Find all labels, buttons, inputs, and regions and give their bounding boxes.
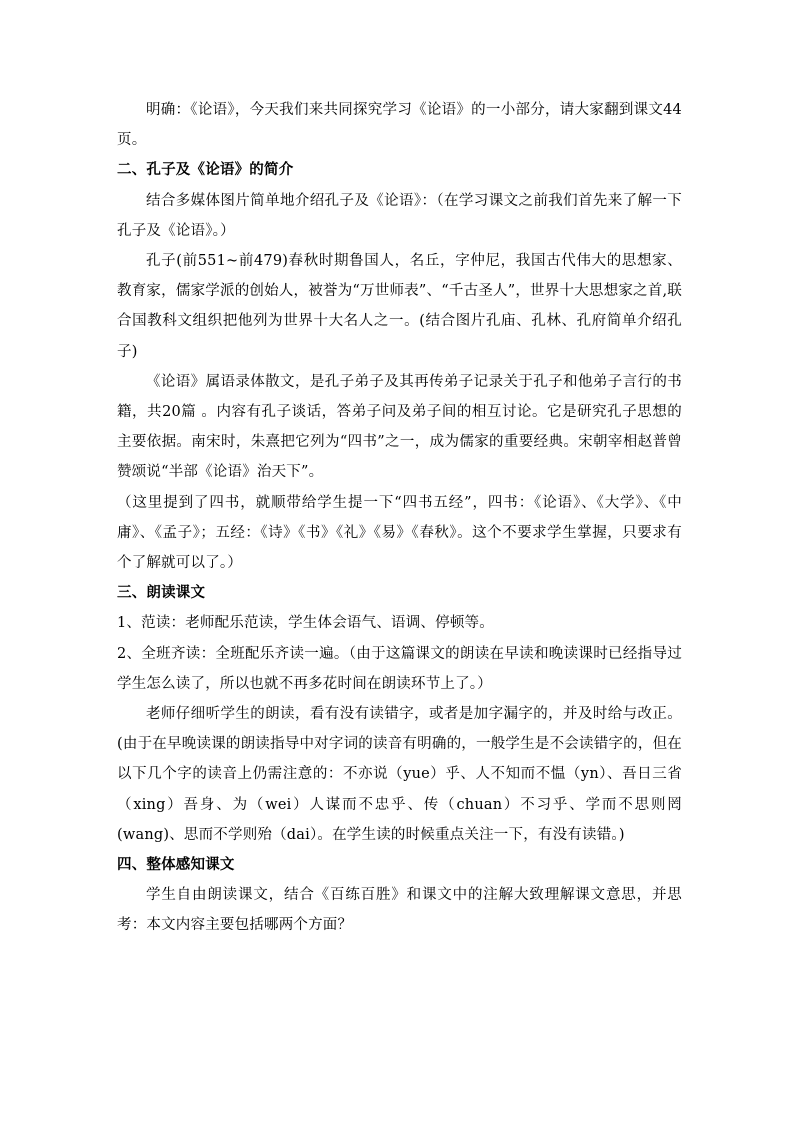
section-heading-confucius: 二、孔子及《论语》的简介 (117, 162, 294, 179)
paragraph-four-books-note: （这里提到了四书，就顺带给学生提一下“四书五经”，四书：《论语》、《大学》、《中庸》、《孟子》；五经：《诗》《书》《礼》《易》《春秋》。这个不要求学生掌握，只要求有个了解就可以了。） (117, 494, 682, 572)
document-body (117, 95, 682, 941)
paragraph-self-reading: 学生自由朗读课文，结合《百练百胜》和课文中的注解大致理解课文意思，并思考：本文内容主要包括哪两个方面？ (117, 887, 682, 934)
paragraph-analects-description: 《论语》属语录体散文，是孔子弟子及其再传弟子记录关于孔子和他弟子言行的书籍，共20篇 。内容有孔子谈话，答弟子问及弟子间的相互讨论。它是研究孔子思想的主要依据。南宋时，朱熹把它列为“四书”之一，成为儒家的重要经典。宋朝宰相赵普曾赞颂说“半部《论语》治天下”。 (117, 373, 682, 481)
paragraph-confucius-bio: 孔子(前551~前479)春秋时期鲁国人，名丘，字仲尼，我国古代伟大的思想家、教育家，儒家学派的创始人，被誉为“万世师表”、“千古圣人”，世界十大思想家之首,联合国教科文组织把他列为世界十大名人之一。(结合图片孔庙、孔林、孔府简单介绍孔子) (117, 253, 682, 360)
section-heading-overall: 四、整体感知课文 (117, 857, 235, 874)
paragraph-multimedia-intro: 结合多媒体图片简单地介绍孔子及《论语》：（在学习课文之前我们首先来了解一下孔子及《论语》。） (117, 192, 682, 239)
paragraph-intro: 明确：《论语》，今天我们来共同探究学习《论语》的一小部分，请大家翻到课文44页。 (117, 102, 682, 149)
paragraph-pronunciation-notes: 老师仔细听学生的朗读，看有没有读错字，或者是加字漏字的，并及时给与改正。(由于在早晚读课的朗读指导中对字词的读音有明确的，一般学生是不会读错字的，但在以下几个字的读音上仍需注意的：不亦说（yue）乎、人不知而不愠（yn）、吾日三省（xing）吾身、为（wei）人谋而不忠乎、传（chuan）不习乎、学而不思则罔(wang)、思而不学则殆（dai）。在学生读的时候重点关注一下，有没有读错。) (117, 706, 682, 843)
section-heading-reading: 三、朗读课文 (117, 585, 206, 602)
list-item-model-reading: 1、范读：老师配乐范读，学生体会语气、语调、停顿等。 (117, 615, 494, 632)
list-item-class-reading: 2、全班齐读：全班配乐齐读一遍。（由于这篇课文的朗读在早读和晚读课时已经指导过学生怎么读了，所以也就不再多花时间在朗读环节上了。） (117, 645, 682, 692)
